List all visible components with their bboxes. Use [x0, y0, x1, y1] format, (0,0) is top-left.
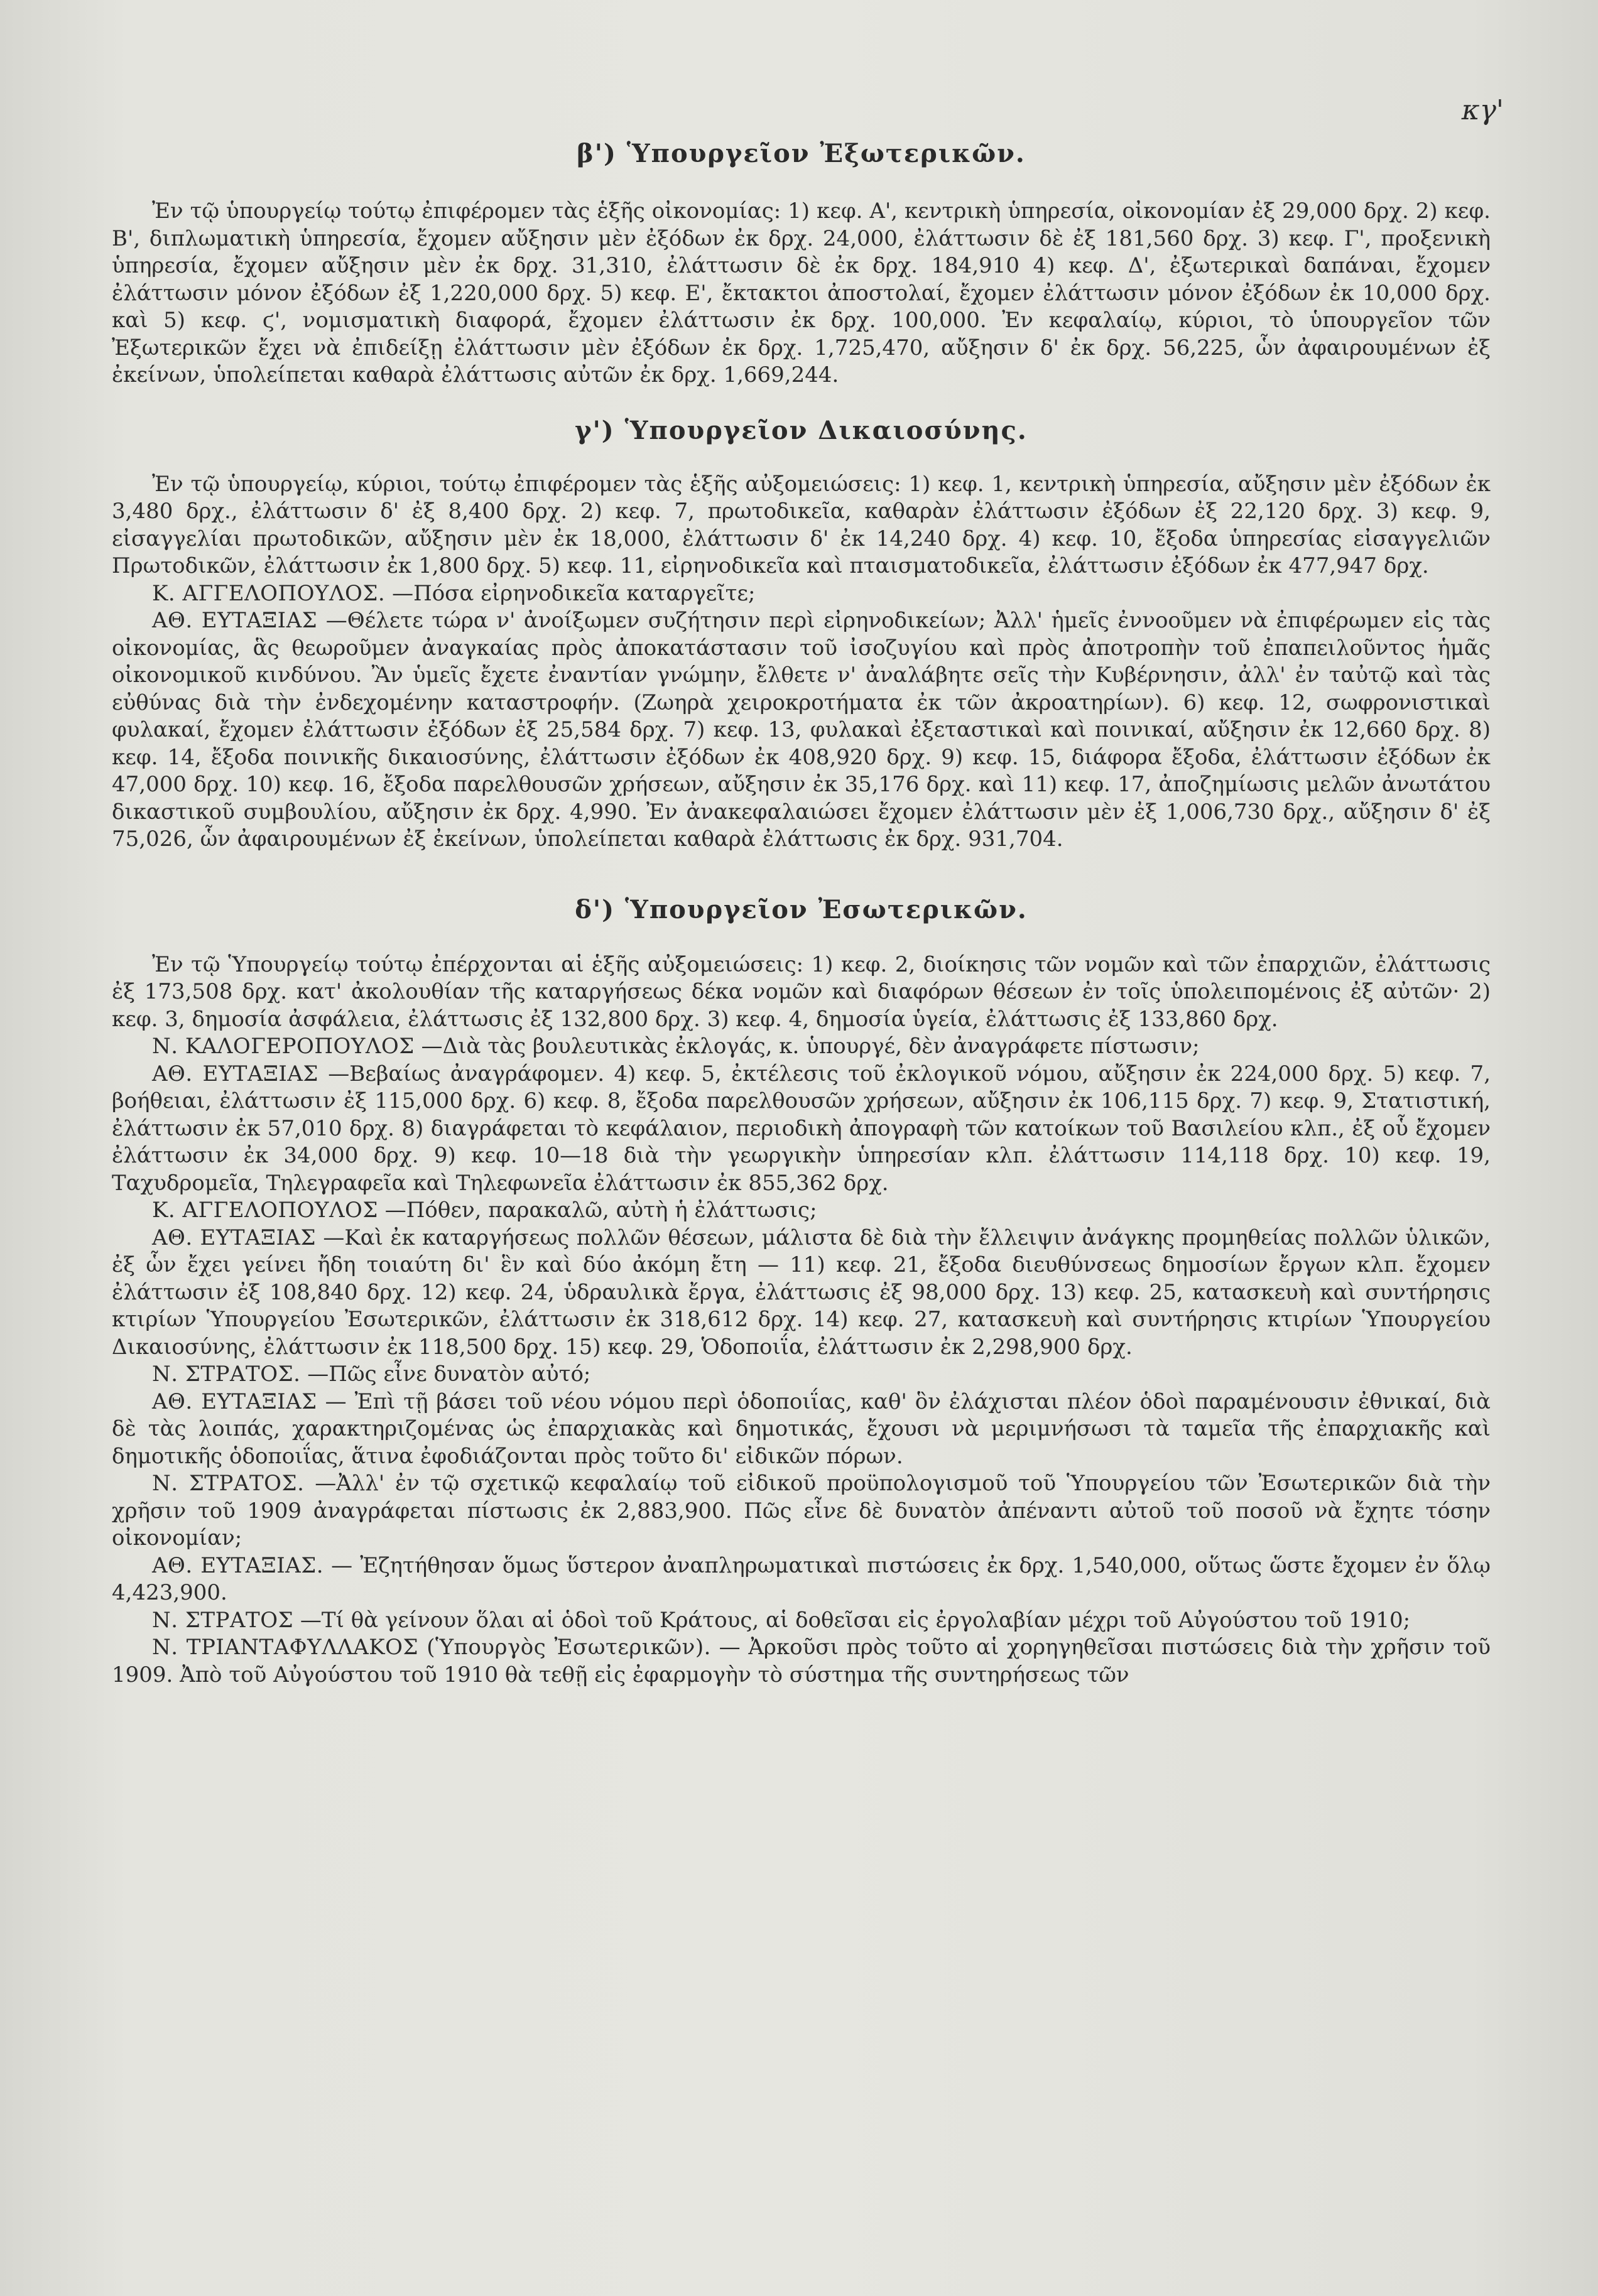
speech-text: —Πόσα εἰρηνοδικεῖα καταργεῖτε; [392, 580, 756, 606]
paragraph-text: Ἐν τῷ ὑπουργείῳ, κύριοι, τούτῳ ἐπιφέρομεν τὰς ἑξῆς αὐξομειώσεις: 1) κεφ. 1, κεντρικὴ ὑπηρεσία, αὔξησιν μὲν ἐξόδων ἐκ 3,480 δρχ., ἐλάττωσιν δ' ἐξ 8,400 δρχ. 2) κεφ. 7, πρωτοδικεῖα, καθαρὰν ἐλάττωσιν ἐξόδων ἐξ 22,120 δρχ. 3) κεφ. 9, εἰσαγγελίαι πρωτοδικῶν, αὔξησιν μὲν ἐκ 18,000, ἐλάττωσιν δ' ἐκ 14,240 δρχ. 4) κεφ. 10, ἔξοδα ὑπηρεσίας εἰσαγγελιῶν Πρωτοδικῶν, ἐλάττωσιν ἐκ 1,800 δρχ. 5) κεφ. 11, εἰρηνοδικεῖα καὶ πταισματοδικεῖα, ἐλάττωσιν ἐξόδων ἐκ 477,947 δρχ. [112, 471, 1491, 578]
speech-text: — Ἀρκοῦσι πρὸς τοῦτο αἱ χορηγηθεῖσαι πιστώσεις διὰ τὴν χρῆσιν τοῦ 1909. Ἀπὸ τοῦ Αὐγούστου τοῦ 1910 θὰ τεθῇ εἰς ἐφαρμογὴν τὸ σύστημα τῆς συντηρήσεως τῶν [112, 1635, 1491, 1687]
paragraph [112, 198, 1491, 389]
speech-paragraph [112, 1361, 1491, 1389]
speech-paragraph [112, 607, 1491, 853]
speaker-name: Κ. ΑΓΓΕΛΟΠΟΥΛΟΣ [152, 1198, 378, 1223]
speech-text: —Πῶς εἶνε δυνατὸν αὐτό; [307, 1362, 591, 1387]
speaker-name: Ν. ΤΡΙΑΝΤΑΦΥΛΛΑΚΟΣ (Ὑπουργὸς Ἐσωτερικῶν). [152, 1635, 711, 1660]
speaker-name: ΑΘ. ΕΥΤΑΞΙΑΣ [152, 1061, 318, 1086]
speech-paragraph [112, 1470, 1491, 1552]
speaker-name: Ν. ΚΑΛΟΓΕΡΟΠΟΥΛΟΣ [152, 1034, 415, 1059]
speaker-name: Ν. ΣΤΡΑΤΟΣ. [152, 1362, 301, 1387]
speech-text: — Ἐζητήθησαν ὅμως ὕστερον ἀναπληρωματικαὶ πιστώσεις ἐκ δρχ. 1,540,000, οὕτως ὥστε ἔχομεν ἐν ὅλῳ 4,423,900. [112, 1552, 1491, 1605]
speech-paragraph [112, 1033, 1491, 1061]
section-heading-interior: δ') Ὑπουργεῖον Ἐσωτερικῶν. [575, 894, 1028, 924]
speech-text: —Πόθεν, παρακαλῶ, αὐτὴ ἡ ἐλάττωσις; [384, 1198, 817, 1223]
paragraph [112, 951, 1491, 1034]
speaker-name: ΑΘ. ΕΥΤΑΞΙΑΣ [152, 608, 318, 633]
speech-text: —Διὰ τὰς βουλευτικὰς ἐκλογάς, κ. ὑπουργέ, δὲν ἀναγράφετε πίστωσιν; [421, 1034, 1200, 1059]
page-content [112, 135, 1491, 1689]
speech-paragraph [112, 1607, 1491, 1635]
speech-text: —Καὶ ἐκ καταργήσεως πολλῶν θέσεων, μάλιστα δὲ διὰ τὴν ἔλλειψιν ἀνάγκης προμηθείας πολλῶν ὑλικῶν, ἐξ ὧν ἔχει γείνει ἤδη τοιαύτη δι' ἓν καὶ δύο ἀκόμη ἔτη — 11) κεφ. 21, ἔξοδα διευθύνσεως δημοσίων ἔργων κλπ. ἔχομεν ἐλάττωσιν ἐξ 108,840 δρχ. 12) κεφ. 24, ὑδραυλικὰ ἔργα, ἐλάττωσις ἐξ 98,000 δρχ. 13) κεφ. 25, κατασκευὴ καὶ συντήρησις κτιρίων Ὑπουργείου Ἐσωτερικῶν, ἐλάττωσιν ἐκ 318,612 δρχ. 14) κεφ. 27, κατασκευὴ καὶ συντήρησις κτιρίων Ὑπουργείου Δικαιοσύνης, ἐλάττωσιν ἐκ 118,500 δρχ. 15) κεφ. 29, Ὁδοποιΐα, ἐλάττωσιν ἐκ 2,298,900 δρχ. [112, 1225, 1491, 1360]
speech-paragraph [112, 1225, 1491, 1362]
speaker-name: ΑΘ. ΕΥΤΑΞΙΑΣ [152, 1225, 316, 1250]
speaker-name: ΑΘ. ΕΥΤΑΞΙΑΣ. [152, 1552, 324, 1578]
paragraph-text: Ἐν τῷ Ὑπουργείῳ τούτῳ ἐπέρχονται αἱ ἑξῆς αὐξομειώσεις: 1) κεφ. 2, διοίκησις τῶν νομῶν καὶ τῶν ἐπαρχιῶν, ἐλάττωσις ἐξ 173,508 δρχ. κατ' ἀκολουθίαν τῆς καταργήσεως δέκα νομῶν καὶ διαφόρων θέσεων ἐν τοῖς ὑπολειπομένοις ἐξ αὐτῶν· 2) κεφ. 3, δημοσία ἀσφάλεια, ἐλάττωσις ἐξ 132,800 δρχ. 3) κεφ. 4, δημοσία ὑγεία, ἐλάττωσις ἐξ 133,860 δρχ. [112, 951, 1491, 1032]
section-heading-foreign-affairs: β') Ὑπουργεῖον Ἐξωτερικῶν. [577, 139, 1026, 168]
speech-paragraph [112, 1389, 1491, 1471]
speech-paragraph [112, 580, 1491, 608]
speaker-name: Κ. ΑΓΓΕΛΟΠΟΥΛΟΣ. [152, 580, 386, 606]
speaker-name: Ν. ΣΤΡΑΤΟΣ. [152, 1471, 305, 1496]
speech-text: —Ἀλλ' ἐν τῷ σχετικῷ κεφαλαίῳ τοῦ εἰδικοῦ προϋπολογισμοῦ τοῦ Ὑπουργείου τῶν Ἐσωτερικῶν διὰ τὴν χρῆσιν τοῦ 1909 ἀναγράφεται πίστωσις ἐκ 2,883,900. Πῶς εἶνε δὲ δυνατὸν ἀπέναντι αὐτοῦ τοῦ ποσοῦ νὰ ἔχητε τόσην οἰκονομίαν; [112, 1471, 1491, 1551]
speech-paragraph [112, 1552, 1491, 1607]
speech-text: —Θέλετε τώρα ν' ἀνοίξωμεν συζήτησιν περὶ εἰρηνοδικείων; Ἀλλ' ἡμεῖς ἐννοοῦμεν νὰ ἐπιφέρωμεν εἰς τὰς οἰκονομίας, ἃς θεωροῦμεν ἀναγκαίας πρὸς ἀποκατάστασιν τοῦ ἰσοζυγίου καὶ πρὸς ἀποτροπὴν τοῦ ἐπαπειλοῦντος ἡμᾶς οἰκονομικοῦ κινδύνου. Ἂν ὑμεῖς ἔχετε ἐναντίαν γνώμην, ἔλθετε ν' ἀναλάβητε σεῖς τὴν Κυβέρνησιν, ἀλλ' ἐν ταὐτῷ καὶ τὰς εὐθύνας διὰ τὴν ἐνδεχομένην καταστροφήν. (Ζωηρὰ χειροκροτήματα ἐκ τῶν ἀκροατηρίων). 6) κεφ. 12, σωφρονιστικαὶ φυλακαί, ἔχομεν ἐλάττωσιν ἐξόδων ἐξ 25,584 δρχ. 7) κεφ. 13, φυλακαὶ ἐξεταστικαὶ καὶ ποινικαί, αὔξησιν ἐκ 12,660 δρχ. 8) κεφ. 14, ἔξοδα ποινικῆς δικαιοσύνης, ἐλάττωσιν ἐξόδων ἐκ 408,920 δρχ. 9) κεφ. 15, διάφορα ἔξοδα, ἐλάττωσιν ἐξόδων ἐκ 47,000 δρχ. 10) κεφ. 16, ἔξοδα παρελθουσῶν χρήσεων, αὔξησιν ἐκ 35,176 δρχ. καὶ 11) κεφ. 17, ἀποζημίωσις μελῶν ἀνωτάτου δικαστικοῦ συμβουλίου, αὔξησιν ἐκ δρχ. 4,990. Ἐν ἀνακεφαλαιώσει ἔχομεν ἐλάττωσιν μὲν ἐξ 1,006,730 δρχ., αὔξησιν δ' ἐξ 75,026, ὧν ἀφαιρουμένων ἐξ ἐκείνων, ὑπολείπεται καθαρὰ ἐλάττωσις ἐκ δρχ. 931,704. [112, 608, 1491, 852]
speech-paragraph [112, 1061, 1491, 1198]
speech-text: —Τί θὰ γείνουν ὅλαι αἱ ὁδοὶ τοῦ Κράτους, αἱ δοθεῖσαι εἰς ἐργολαβίαν μέχρι τοῦ Αὐγούστου τοῦ 1910; [300, 1607, 1411, 1633]
section-heading-justice: γ') Ὑπουργεῖον Δικαιοσύνης. [575, 415, 1028, 445]
speaker-name: Ν. ΣΤΡΑΤΟΣ [152, 1607, 294, 1633]
speech-text: — Ἐπὶ τῇ βάσει τοῦ νέου νόμου περὶ ὁδοποιΐας, καθ' ὃν ἐλάχισται πλέον ὁδοὶ παραμένουσιν ἐθνικαί, διὰ δὲ τὰς λοιπάς, χαρακτηριζομένας ὡς ἐπαρχιακὰς καὶ δημοτικάς, ἔχουσι νὰ μεριμνήσωσι τὰ ταμεῖα τῆς ἐπαρχιακῆς καὶ δημοτικῆς ὁδοποιΐας, ἅτινα ἐφοδιάζονται πρὸς τοῦτο δι' εἰδικῶν πόρων. [112, 1389, 1491, 1469]
paragraph [112, 471, 1491, 580]
speech-paragraph [112, 1634, 1491, 1689]
page-number: κγ' [1461, 94, 1504, 126]
paragraph-text: Ἐν τῷ ὑπουργείῳ τούτῳ ἐπιφέρομεν τὰς ἑξῆς οἰκονομίας: 1) κεφ. Α', κεντρικὴ ὑπηρεσία, οἰκονομίαν ἐξ 29,000 δρχ. 2) κεφ. Β', διπλωματικὴ ὑπηρεσία, ἔχομεν αὔξησιν μὲν ἐξόδων ἐκ δρχ. 24,000, ἐλάττωσιν δὲ ἐξ 181,560 δρχ. 3) κεφ. Γ', προξενικὴ ὑπηρεσία, ἔχομεν αὔξησιν μὲν ἐκ δρχ. 31,310, ἐλάττωσιν δὲ ἐκ δρχ. 184,910 4) κεφ. Δ', ἐξωτερικαὶ δαπάναι, ἔχομεν ἐλάττωσιν μόνον ἐξόδων ἐξ 1,220,000 δρχ. 5) κεφ. Ε', ἔκτακτοι ἀποστολαί, ἔχομεν ἐλάττωσιν μόνον ἐξόδων ἐκ 10,000 δρχ. καὶ 5) κεφ. ϛ', νομισματικὴ διαφορά, ἔχομεν ἐλάττωσιν ἐκ δρχ. 100,000. Ἐν κεφαλαίῳ, κύριοι, τὸ ὑπουργεῖον τῶν Ἐξωτερικῶν ἔχει νὰ ἐπιδείξῃ ἐλάττωσιν μὲν ἐξόδων ἐκ δρχ. 1,725,470, αὔξησιν δ' ἐκ δρχ. 56,225, ὧν ἀφαιρουμένων ἐξ ἐκείνων, ὑπολείπεται καθαρὰ ἐλάττωσις αὐτῶν ἐκ δρχ. 1,669,244. [112, 198, 1491, 387]
speech-paragraph [112, 1197, 1491, 1225]
speech-text: —Βεβαίως ἀναγράφομεν. 4) κεφ. 5, ἐκτέλεσις τοῦ ἐκλογικοῦ νόμου, αὔξησιν ἐκ 224,000 δρχ. 5) κεφ. 7, βοήθειαι, ἐλάττωσιν ἐξ 115,000 δρχ. 6) κεφ. 8, ἔξοδα παρελθουσῶν χρήσεων, αὔξησιν ἐκ 106,115 δρχ. 7) κεφ. 9, Στατιστική, ἐλάττωσιν ἐκ 57,010 δρχ. 8) διαγράφεται τὸ κεφάλαιον, περιοδικὴ ἀπογραφὴ τῶν κατοίκων τοῦ Βασιλείου κλπ., ἐξ οὗ ἔχομεν ἐλάττωσιν ἐκ 34,000 δρχ. 9) κεφ. 10—18 διὰ τὴν γεωργικὴν ὑπηρεσίαν κλπ. ἐλάττωσιν 114,118 δρχ. 10) κεφ. 19, Ταχυδρομεῖα, Τηλεγραφεῖα καὶ Τηλεφωνεῖα ἐλάττωσιν ἐκ 855,362 δρχ. [112, 1061, 1491, 1196]
speaker-name: ΑΘ. ΕΥΤΑΞΙΑΣ [152, 1389, 317, 1414]
